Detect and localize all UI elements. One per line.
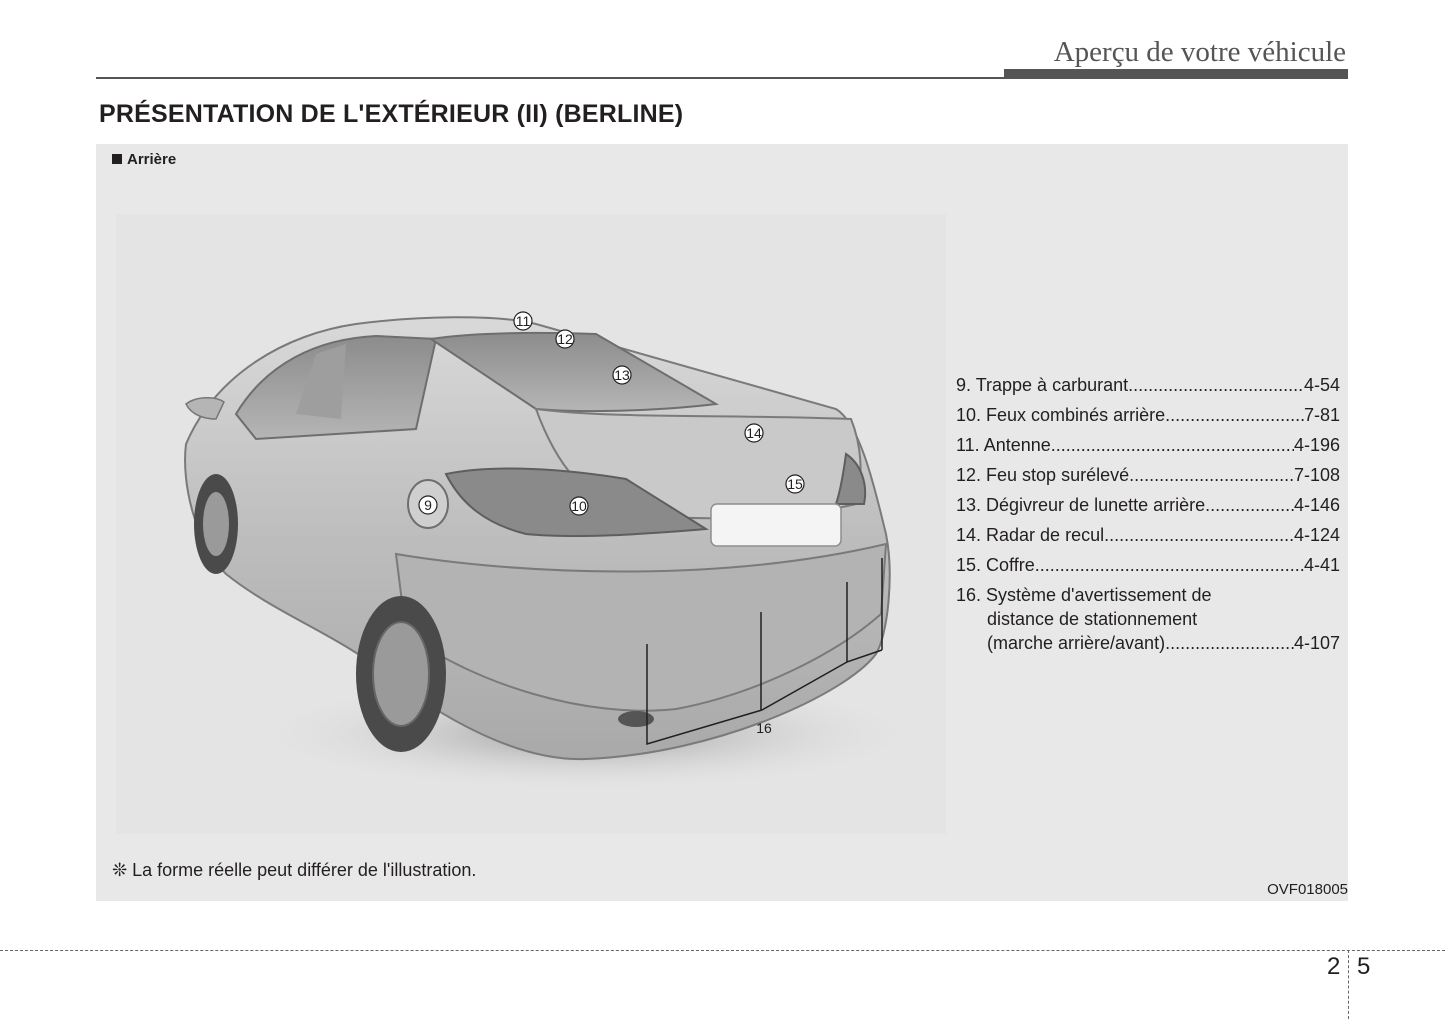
- car-rear-illustration: [116, 214, 946, 834]
- section-title: PRÉSENTATION DE L'EXTÉRIEUR (II) (BERLINE): [99, 100, 684, 128]
- footer-dashed-rule: [0, 950, 1445, 951]
- leader-dots: [1129, 460, 1294, 490]
- callout-15-label: 15: [787, 476, 803, 492]
- callout-9-label: 9: [424, 497, 432, 513]
- callout-11-label: 11: [515, 313, 531, 329]
- legend-label-line-1: 16. Système d'avertissement de: [956, 585, 1212, 605]
- leader-dots: [1128, 370, 1304, 400]
- callout-11: [514, 312, 532, 330]
- callout-13: [613, 366, 631, 384]
- legend-item: [956, 460, 1340, 490]
- legend-item: [956, 550, 1340, 580]
- header-rule: [96, 77, 1006, 79]
- legend-label: 12. Feu stop surélevé: [956, 465, 1130, 485]
- legend-page-ref: 7-108: [1293, 465, 1340, 485]
- callout-14-label: 14: [746, 425, 762, 441]
- header-rule-thick: [1004, 69, 1348, 79]
- legend-label: 10. Feux combinés arrière: [956, 405, 1166, 425]
- legend-label: 13. Dégivreur de lunette arrière: [956, 495, 1206, 515]
- legend-page-ref: 4-196: [1293, 435, 1340, 455]
- page-number-page: 5: [1357, 953, 1371, 980]
- legend-item: [956, 400, 1340, 430]
- subheading-text: Arrière: [127, 151, 177, 168]
- front-wheel-rim: [203, 492, 229, 556]
- legend-page-ref: 4-124: [1293, 525, 1340, 545]
- legend-page-ref: 4-146: [1293, 495, 1340, 515]
- exhaust: [618, 711, 654, 727]
- legend-page-ref: 4-107: [1293, 633, 1340, 653]
- callout-10-label: 10: [571, 498, 587, 514]
- legend-list: [956, 370, 1340, 655]
- legend-last-line: [956, 631, 1340, 655]
- leader-dots: [1051, 430, 1294, 460]
- callout-15: [786, 475, 804, 493]
- legend-label: 14. Radar de recul: [956, 525, 1105, 545]
- square-bullet-icon: [112, 154, 122, 164]
- callout-13-label: 13: [614, 367, 630, 383]
- leader-dots: [1104, 520, 1294, 550]
- legend-label: 11. Antenne: [956, 435, 1051, 455]
- leader-dots: [1165, 631, 1294, 655]
- chapter-title: Aperçu de votre véhicule: [1053, 36, 1346, 68]
- legend-item: [956, 430, 1340, 460]
- legend-page-ref: 7-81: [1303, 405, 1340, 425]
- callout-9: [419, 496, 437, 514]
- legend-label: 15. Coffre: [956, 555, 1035, 575]
- leader-dots: [1035, 550, 1304, 580]
- legend-item: [956, 490, 1340, 520]
- rear-wheel-rim: [373, 622, 429, 726]
- callout-16: [756, 720, 772, 736]
- legend-label: 9. Trappe à carburant: [956, 375, 1129, 395]
- callout-10: [570, 497, 588, 515]
- legend-label-line-3: (marche arrière/avant): [987, 633, 1166, 653]
- legend-item-multiline: [956, 583, 1340, 655]
- callout-16-label: 16: [756, 720, 772, 736]
- subheading: [112, 151, 176, 168]
- leader-dots: [1205, 490, 1294, 520]
- page-number-chapter: 2: [1327, 953, 1341, 980]
- callout-12-label: 12: [557, 331, 573, 347]
- leader-dots: [1165, 400, 1304, 430]
- legend-item: [956, 370, 1340, 400]
- legend-page-ref: 4-41: [1303, 555, 1340, 575]
- license-plate-area: [711, 504, 841, 546]
- page-divider: [1348, 950, 1349, 1019]
- callout-12: [556, 330, 574, 348]
- legend-item: [956, 520, 1340, 550]
- illustration-panel: [96, 144, 1348, 901]
- legend-label-line-2: distance de stationnement: [987, 609, 1198, 629]
- callout-14: [745, 424, 763, 442]
- figure-code: OVF018005: [1267, 881, 1348, 898]
- legend-page-ref: 4-54: [1303, 375, 1340, 395]
- illustration-note: ❊ La forme réelle peut différer de l'illustration.: [112, 860, 477, 880]
